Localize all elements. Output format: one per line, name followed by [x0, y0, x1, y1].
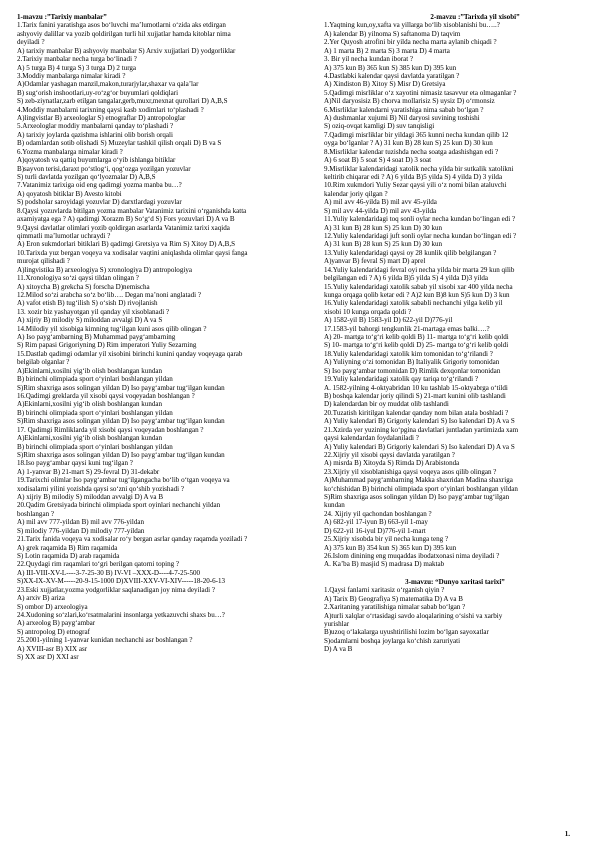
text-line: 14.Yuliy kalendaridagi fevral oyi necha yilda bir marta 29 kun qilib [324, 265, 515, 274]
text-line: A) 1582-yil B) 1583-yil D) 622-yil D)776-yil [324, 316, 453, 325]
text-line: deyiladi ? [17, 38, 45, 47]
text-line: 2.Xaritaning yaratilishiga nimalar sabab bo‘lgan ? [324, 603, 466, 612]
text-line: 2.Yer Quyosh atrofini bir yilda necha marta aylanib chiqadi ? [324, 38, 497, 47]
text-line: 16.Qadimgi greklarda yil xisobi qaysi voqeyadan boshlangan ? [17, 391, 195, 400]
text-line: A)Nil daryosisiz B) chorva mollarisiz S) uysiz D) o‘rmonsiz [324, 97, 495, 106]
text-line: 5.Qadimgi misrliklar o‘z xayotini nimasiz tasavvur eta olmaganlar ? [324, 88, 517, 97]
text-line: 2.Tarixiy manbalar necha turga bo‘linadi ? [17, 55, 137, 64]
topic-1-questions [17, 21, 307, 661]
text-line: 24. Xijriy yil qachondan boshlangan ? [324, 509, 432, 518]
topic-3-questions [324, 586, 586, 653]
text-line: A) grek raqamida B) Rim raqamida [17, 543, 118, 552]
text-line: S)Rim shaxriga asos solingan yildan D) Iso payg‘ambar tug‘ilgan kundan [17, 383, 225, 392]
text-line: A. Ka’ba B) masjid S) madrasa D) maktab [324, 560, 445, 569]
text-line: 20.Qadim Gretsiyada birinchi olimpiada sport oyinlari nechanchi yildan [17, 501, 221, 510]
text-line: xodisalarni yilini yozishda qaysi so‘zni qo‘shib yozishadi ? [17, 484, 184, 493]
text-line: S) milodiy 776-yildan D) milodiy 777-yildan [17, 526, 145, 535]
text-line: qimmatli ma’lumotlar uchraydi ? [17, 231, 111, 240]
text-line: 3. Bir yil necha kundan iborat ? [324, 55, 414, 64]
text-line: 26.Islom dinining eng muqaddas ibodatxonasi nima deyiladi ? [324, 552, 500, 560]
text-line: 15.Yuliy kalendaridagi xatolik sabab yil xisobi xar 400 yilda necha [324, 282, 513, 291]
text-line: S) zeb-ziynatlar,zarb etilgan tangalar,gerb,muxr,mexnat qurollari D) A,B,S [17, 97, 228, 106]
text-line: 25.Xijriy xisobda bir yil necha kunga teng ? [324, 535, 449, 544]
text-line: A) kalendar B) yilnoma S) saftanoma D) taqvim [324, 29, 461, 38]
text-line: 1.Tarix fanini yaratishga asos bo‘luvchi ma’lumotlarni o‘zida aks etdirgan [17, 21, 226, 30]
text-line: D) A va B [324, 645, 353, 654]
text-line: A) Iso payg‘ambarning B) Muhammad payg‘ambarning [17, 333, 176, 342]
text-line: 5.Arxeologlar moddiy manbalarni qanday to‘plashadi ? [17, 122, 174, 131]
text-line: A) xijriy B) milodiy S) miloddan avvalgi D) A va B [17, 493, 164, 502]
text-line: 11.Xronologiya so‘zi qaysi tildan olingan ? [17, 274, 139, 283]
text-line: A) arxeolog B) payg‘ambar [17, 619, 96, 628]
text-line: 12.Yuliy kalendaridagi juft sonli oylar necha kundan bo‘lingan edi ? [324, 231, 517, 240]
text-line: 21.Tarix fanida voqeya va xodisalar ro‘y bergan asrlar qanday raqamda yoziladi ? [17, 535, 248, 544]
text-line: 8.Qaysi yozuvlarda bitilgan yozma manbalar Vatanimiz tarixini o‘rganishda katta [17, 206, 247, 215]
text-line: S) Iso payg‘ambar tomonidan D) Rimlik dexqonlar tomonidan [324, 366, 501, 375]
text-line: 24.Xudoning so‘zlari,ko‘rsatmalarini insonlarga yetkazuvchi shaxs bu…? [17, 610, 225, 619]
topic-1-title: 1-mavzu :”Tarixiy manbalar” [17, 13, 107, 21]
text-line: S) 10- martga to‘g‘ri kelib qoldi D) 25- martga to‘g‘ri kelib qoldi [324, 341, 509, 350]
text-line: 14.Milodiy yil xisobiga kimning tug‘ilgan kuni asos qilib olingan ? [17, 324, 207, 333]
text-line: ashyoviy dalillar va yozib qoldirilgan turli hil xujjatlar hamda kitoblar nima [17, 29, 231, 38]
text-line: S)XX-IX-XV-M-----20-9-15-1000 D)XVIII-XXV-VI-XIV-----18-20-6-13 [17, 577, 226, 586]
text-line: 19.Tarixchi olimlar Iso payg‘ambar tug‘ilgangacha bo‘lib o‘tgan voqeya va [17, 476, 230, 485]
text-line: A) XVIII-asr B) XIX asr [17, 644, 88, 653]
text-line: D) kalendardan bir oy muddat olib tashlandi [324, 400, 449, 409]
text-line: A) Yuliy kalendari B) Grigoriy kalendari S) Iso kalendari D) A va S [324, 442, 515, 451]
text-line: 23.Xijriy yil xisoblanishiga qaysi voqeya asos qilib olingan ? [324, 467, 497, 476]
text-line: 19.Yuliy kalendaridagi xatolik qay tariqa to‘g‘rilandi ? [324, 375, 479, 384]
text-line: S) podsholar saroyidagi yozuvlar D) darxtlardagi yozuvlar [17, 198, 182, 207]
text-line: D) 622-yil 16-iyul D)776-yil 1-mart [324, 526, 426, 535]
text-line: xisobi 10 kunga orqada qoldi ? [324, 307, 412, 316]
text-line: A)Odamlar yashagan manzil,makon,turarjylar,shaxar va qala’lar [17, 80, 199, 89]
text-line: S)odamlarni boshqa joylarga ko‘chish zaruriyati [324, 636, 461, 645]
text-line: 7.Qadimgi misrliklar bir yildagi 365 kunni necha kundan qilib 12 [324, 130, 509, 139]
text-line: A) mil avv 777-yildan B) mil avv 776-yildan [17, 518, 145, 527]
topic-3-title: 3-mavzu: “Dunyo xaritasi tarixi” [405, 577, 505, 586]
text-line: A) 31 kun B) 28 kun S) 25 kun D) 30 kun [324, 240, 443, 249]
text-line: belgilangan edi ? A) 6 yilda B)5 yilda S) 4 yilda D)3 yilda [324, 274, 489, 283]
text-line: 18.Yuliy kalendaridagi xatolik kim tomonidan to‘g‘rilandi ? [324, 349, 493, 358]
text-line: A)Ekinlarni,xosilni yig‘ib olish boshlangan kundan [17, 434, 163, 443]
text-line: 6.Yozma manbalarga nimalar kiradi ? [17, 147, 123, 156]
text-line: A) 5 turga B) 4 turga S) 3 turga D) 2 turga [17, 63, 137, 72]
text-line: A)turli xalqlar o‘rtasidagi savdo aloqalarining o‘sishi va xarbiy [324, 611, 503, 620]
text-line: ko‘chishidan B) birinchi olimpiada sport o‘yinlari boshlangan yildan [324, 484, 518, 493]
text-line: 10.Rim xukmdori Yuliy Sezar qaysi yili o‘z nomi bilan ataluvchi [324, 181, 507, 190]
text-line: 22.Quydagi rim raqamlari to‘gri berilgan qatorni toping ? [17, 560, 180, 569]
text-line: yurishlar [324, 619, 350, 628]
text-line: 20.Tuzatish kiritilgan kalendar qanday nom bilan atala boshladi ? [324, 408, 509, 417]
text-line: A) xitoycha B) grekcha S) forscha D)nemischa [17, 282, 150, 291]
text-line: S) mil avv 44-yilda D) mil avv 43-yilda [324, 206, 437, 215]
text-line: S)Rim shaxriga asos solingan yildan D) Iso payg‘ambar tug‘ilgan kundan [17, 450, 225, 459]
text-line: A) Tarix B) Geografiya S) matematika D) A va B [324, 594, 463, 603]
text-line: S)Rim shaxriga asos solingan yildan D) Iso payg‘ambar tug‘ilgan [324, 493, 510, 502]
text-line: S) oziq-ovqat kamligi D) suv tanqisligi [324, 122, 435, 131]
text-line: 10.Tarixda yuz bergan voqeya va xodisalar vaqtini aniqlashda olimlar qaysi fanga [17, 248, 248, 257]
text-line: 4.Dastlabki kalendar qaysi davlatda yaratilgan ? [324, 71, 460, 80]
text-line: A)lingvistlar B) arxeologlar S) etnograflar D) antropologlar [17, 114, 186, 123]
text-line: A) tarixiy joylarda qazishma ishlarini olib borish orqali [17, 130, 173, 139]
text-line: S)Rim shaxriga asos solingan yildan D) Iso payg‘ambar tug‘ilgan kundan [17, 417, 225, 426]
text-line: 12.Milod so‘zi arabcha so‘z bo‘lib…. Degan ma’noni anglatadi ? [17, 290, 201, 299]
text-line: 13.Yuliy kalendaridagi qaysi oy 28 kunlik qilib belgilangan ? [324, 248, 497, 257]
text-line: 18.Iso payg‘ambar qaysi kuni tug‘ilgan ? [17, 459, 133, 468]
text-line: A)qoyatosh va qattiq buyumlarga o‘yib ishlanga bitiklar [17, 156, 176, 165]
text-line: 6.Misrliklar kalendarni yaratishiga nima sabab bo‘lgan ? [324, 105, 484, 114]
text-line: 9.Misrliklar kalendaridagi xatolik necha yilda bir sutkalik xatolikni [324, 164, 514, 173]
text-line: 11.Yuliy kalendaridagi toq sonli oylar necha kundan bo‘lingan edi ? [324, 215, 516, 224]
text-line: A) 1-yanvar B) 21-mart S) 29-fevral D) 31-dekabr [17, 467, 160, 476]
text-line: S) XX asr D) XXI asr [17, 653, 79, 662]
text-line: 23.Eski xujjatlar,yozma yodgorliklar saqlanadigan joy nima deyiladi ? [17, 585, 215, 594]
text-line: B) birinchi olimpiada sport o‘yinlari boshlangan yildan [17, 442, 173, 451]
text-line: B) birinchi olimpiada sport o‘yinlari boshlangan yildan [17, 375, 173, 384]
text-line: A) III-VIII-XV-L----3-7-25-30 B) IV-VI –XXX-D----4-7-25-500 [17, 568, 201, 577]
text-line: kunga orqaga qolib ketar edi ? A)2 kun B)8 kun S)5 kun D) 3 kun [324, 290, 510, 299]
text-line: 25.2001-yilning 1-yanvar kunidan nechanchi asr boshlangan ? [17, 636, 193, 645]
text-line: S) ombor D) arxeologiya [17, 602, 88, 611]
text-line: qaysi kalendardan foydalaniladi ? [324, 434, 419, 443]
text-line: A) 1 marta B) 2 marta S) 3 marta D) 4 marta [324, 46, 450, 55]
text-line: B) sug‘orish inshootlari,uy-ro‘zg‘or buyumlari qoldiqlari [17, 88, 179, 97]
text-line: 13. xozir biz yashayotgan yil qanday yil xisoblanadi ? [17, 307, 170, 316]
text-line: A) 6 soat B) 5 soat S) 4 soat D) 3 soat [324, 156, 432, 165]
text-line: A)Ekinlarni,xosilni yig‘ib olish boshlangan kundan [17, 400, 163, 409]
text-line: A) Yuliyning o‘zi tomonidan B) Italiyalik Grigoriy tomonidan [324, 358, 500, 367]
text-line: A) misrda B) Xitoyda S) Rimda D) Arabistonda [324, 459, 460, 468]
text-line: A) mil avv 46-yilda B) mil avv 45-yilda [324, 198, 437, 207]
right-column [324, 13, 586, 654]
text-line: A) qoyatosh bitiklar B) Avesto kitobi [17, 189, 122, 198]
text-line: A) 20- martga to‘g‘ri kelib qoldi B) 11- martga to‘g‘ri kelib qoldi [324, 333, 509, 342]
text-line: A) 375 kun B) 354 kun S) 365 kun D) 395 kun [324, 543, 457, 552]
text-line: A)lingvistika B) arxeologiya S) xronologiya D) antropologiya [17, 265, 192, 274]
text-line: 3.Moddiy manbalarga nimalar kiradi ? [17, 71, 126, 80]
text-line: 1.Yaqtning kun,oy,xafta va yillarga bo‘lib xisoblanishi bu…..? [324, 21, 500, 30]
text-line: A) tarixiy manbalar B) ashyoviy manbalar S) Arxiv xujjatlari D) yodgorliklar [17, 46, 236, 55]
text-line: A) vafot etish B) tug‘ilish S) o‘sish D) rivojlanish [17, 299, 158, 308]
text-line: 8.Misrliklar kalendar tuzishda necha soatga adashishgan edi ? [324, 147, 499, 156]
text-line: A) dushmanlar xujumi B) Nil daryosi suvining toshishi [324, 114, 480, 123]
text-line: murojat qilishadi ? [17, 257, 70, 266]
text-line: 17.1583-yil bahorgi tengkunlik 21-martaga emas balki….? [324, 324, 490, 333]
left-column [17, 13, 307, 661]
text-line: A) Xindiston B) Xitoy S) Misr D) Gretsiya [324, 80, 446, 89]
text-line: 1.Qaysi fanlarni xaritasiz o‘rganish qiyin ? [324, 586, 445, 595]
text-line: A) Eron sukmdorlari bitiklari B) qadimgi Gretsiya va Rim S) Xitoy D) A,B,S [17, 240, 236, 249]
text-line: 15.Dastlab qadimgi odamlar yil xisobini birinchi kunini qanday voqeyaga qarab [17, 349, 243, 358]
text-line: 22.Xijriy yil xisobi qaysi davlatda yaratilgan ? [324, 450, 455, 459]
topic-2-title: 2-mavzu :”Tarixda yil xisobi” [430, 13, 520, 21]
text-line: 21.Xzirda yer yuzining ko‘pgina davlatlari juntladan yartimizda xam [324, 425, 519, 434]
text-line: A) 31 kun B) 28 kun S) 25 kun D) 30 kun [324, 223, 443, 232]
text-line: oyga bo‘lganlar ? A) 31 kun B) 28 kun S) 25 kun D) 30 kun [324, 139, 493, 148]
text-line: 16.Yuliy kalendaridagi xatolik sababli nechanchi yilga kelib yil [324, 299, 503, 308]
text-line: A)Ekinlarni,xosilni yig‘ib olish boshlangan kundan [17, 366, 163, 375]
text-line: B)uzoq o‘lakalarga uyushtirilishi lozim bo‘lgan sayoxatlar [324, 628, 489, 637]
text-line: A) 682-yil 17-iyun B) 663-yil 1-may [324, 518, 428, 527]
text-line: kundan [324, 501, 345, 510]
text-line: A)Muhammad payg‘ambarning Makka shaxridan Madina shaxriga [324, 476, 513, 485]
topic-2-questions [324, 21, 586, 568]
text-line: 17. Qadimgi Rimliklarda yil xisobi qaysi voqeyadan boshlangan ? [17, 425, 204, 434]
text-line: S) Lotin raqamida D) arab raqamida [17, 552, 120, 560]
text-line: S) Rim papasi Grigoriyning D) Rim imperatori Yuliy Sezarning [17, 341, 197, 350]
text-line: S) turli davlatda yozilgan qo‘lyozmalar D) A,B,S [17, 173, 156, 182]
text-line: A) 375 kun B) 365 kun S) 385 kun D) 395 kun [324, 63, 457, 72]
text-line: A. 1582-yilning 4-oktyabridan 10 ku tashlab 15-oktyabrga o‘tildi [324, 383, 508, 392]
text-line: A)yanvar B) fevral S) mart D) aprel [324, 257, 426, 266]
text-line: S) antropolog D) etnograf [17, 627, 90, 636]
text-line: A) arxiv B) ariza [17, 594, 65, 603]
text-line: B)sayvon terisi,daraxt po‘stlog‘i, qog‘ozga yozilgan yozuvlar [17, 164, 191, 173]
text-line: kalendar joriy qilgan ? [324, 189, 388, 198]
text-line: B) birinchi olimpiada sport o‘yinlari boshlangan yildan [17, 408, 173, 417]
text-line: belgilab olganlar ? [17, 358, 70, 367]
text-line: 4.Moddiy manbalarni tarixning qaysi kasb xodimlari to‘plashadi ? [17, 105, 204, 114]
text-line: axamiyatga ega ? A) qadimgi Xorazm B) So‘g‘d S) Fors yozuvlari D) A va B [17, 215, 235, 224]
text-line: 7.Vatanimiz tarixiga oid eng qadimgi yozma manba bu…? [17, 181, 182, 190]
text-line: keltirib chiqarar edi ? A) 6 yilda B)5 yilda S) 4 yilda D) 3 yilda [324, 173, 503, 182]
page-number: 1. [564, 830, 570, 838]
text-line: boshlangan ? [17, 509, 54, 518]
text-line: B) boshqa kalendar joriy qilindi S) 21-mart kunini olib tashlandi [324, 391, 506, 400]
text-line: B) odamlardan sotib olishadi S) Muzeylar tashkil qilish orqali D) B va S [17, 139, 222, 148]
text-line: A) xijriy B) milodiy S) miloddan avvalgi D) A va S [17, 316, 163, 325]
text-line: 9.Qaysi davlatlar olimlari yozib qoldirgan asarlarda Vatanimiz tarixi xaqida [17, 223, 230, 232]
text-line: A) Yuliy kalendari B) Grigoriy kalendari S) Iso kalendari D) A va S [324, 417, 515, 426]
